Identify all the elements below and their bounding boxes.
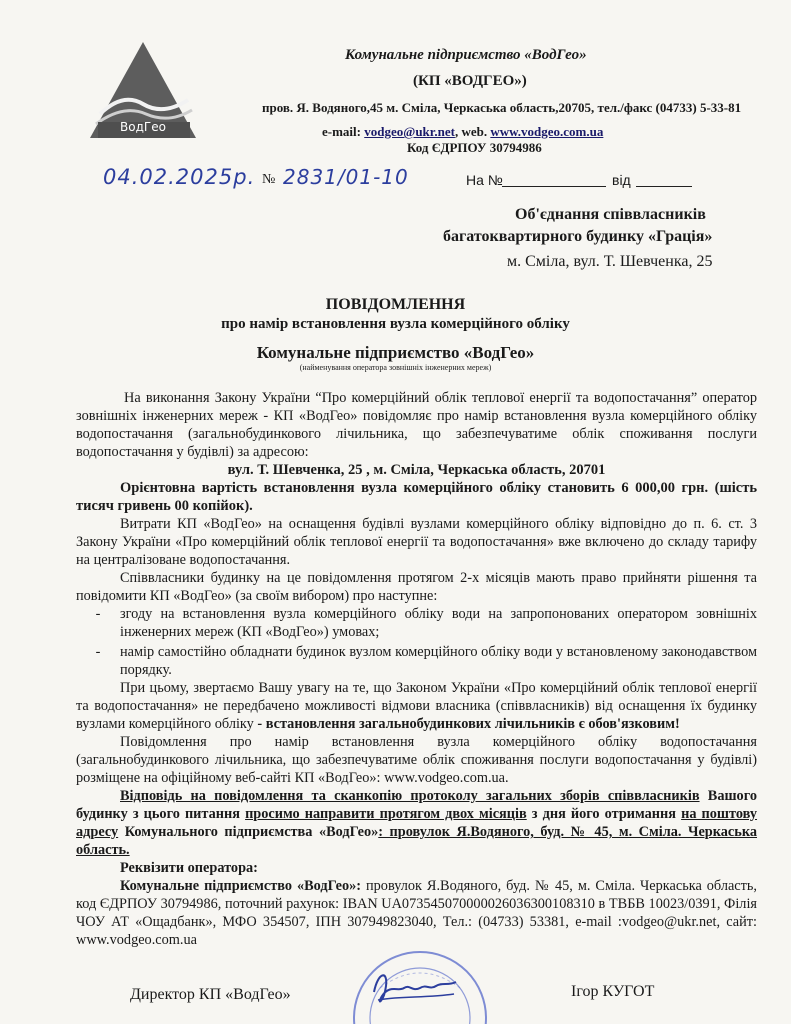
company-edrpou: Код ЄДРПОУ 30794986 bbox=[407, 140, 542, 155]
requisites-details: провулок Я.Водяного, буд. № 45, м. Сміла. Черкаська область, код ЄДРПОУ 30794986, поточний рахунок: IBAN UA073545070000026036300108310 в ТВБВ 10023/0391, Філія ЧОУ АТ «Ощадбанк», МФО 354507, ІПН 307949823040, Тел.: (04733) 53381, e-mail :vodgeo@ukr.net, сайт: www.vodgeo.com.ua bbox=[76, 878, 757, 948]
cost-paragraph: Орієнтовна вартість встановлення вузла комерційного обліку становить 6 000,00 грн. (шість тисяч гривень 00 копійок). bbox=[76, 480, 757, 514]
requisites-title: Реквізити оператора: bbox=[120, 860, 258, 876]
web-label: , web. bbox=[454, 124, 488, 139]
email-label: e-mail: bbox=[322, 124, 361, 139]
object-address: вул. Т. Шевченка, 25 , м. Сміла, Черкаська область, 20701 bbox=[227, 462, 606, 478]
vid-label: від bbox=[612, 172, 631, 188]
paragraph-website: Повідомлення про намір встановлення вузла комерційного обліку водопостачання (загальнобудинкового лічильника, що забезпечуватиме облік споживання послуги водопостачання у будівлі) розміщене на офіційному веб-сайті КП «ВодГео»: www.vodgeo.com.ua. bbox=[76, 734, 757, 786]
company-short-name: (КП «ВОДГЕО») bbox=[413, 73, 527, 89]
operator-caption: (найменування оператора зовнішніх інженерних мереж) bbox=[299, 363, 492, 372]
reply-part-3: просимо направити протягом двох місяців bbox=[245, 806, 527, 822]
outgoing-date: 04.02.2025р. bbox=[103, 165, 256, 189]
company-logo bbox=[88, 40, 198, 140]
recipient-line-1: Об'єднання співвласників bbox=[515, 206, 706, 223]
email-link[interactable]: vodgeo@ukr.net bbox=[364, 124, 455, 139]
bullet-item bbox=[76, 605, 757, 641]
signatory-name: Ігор КУГОТ bbox=[571, 983, 655, 1000]
web-link[interactable]: www.vodgeo.com.ua bbox=[490, 124, 604, 139]
letter-body bbox=[76, 389, 757, 949]
paragraph-owners-right: Співвласники будинку на це повідомлення протягом 2-х місяців мають право прийняти рішення та повідомити КП «ВодГео» (за своїм вибором) про наступне: bbox=[76, 570, 757, 604]
paragraph-costs-included: Витрати КП «ВодГео» на оснащення будівлі вузлами комерційного обліку відповідно до п. 6. ст. 3 Закону України «Про комерційний облік теплової енергії та водопостачання» вже включено до складу тарифу на централізоване водопостачання. bbox=[76, 516, 757, 568]
document-title: ПОВІДОМЛЕННЯ bbox=[325, 296, 466, 313]
signatory-position: Директор КП «ВодГео» bbox=[130, 986, 291, 1003]
paragraph-law-reference: На виконання Закону України “Про комерційний облік теплової енергії та водопостачання” оператор зовнішніх інженерних мереж - КП «ВодГео» повідомляє про намір встановлення вузла комерційного обліку водопостачання (загальнобудинкового лічильника, що забезпечуватиме облік споживання послуги водопостачання у будівлі) за адресою: bbox=[76, 390, 757, 460]
paragraph-reply-request bbox=[76, 787, 757, 859]
mandatory-text: При цьому, звертаємо Вашу увагу на те, що Законом України «Про комерційний облік теплової енергії та водопостачання» не передбачено можливості відмови власника (співвласників) від оснащення їх будинку вузлами комерційного обліку bbox=[76, 680, 757, 732]
bullet-item bbox=[76, 643, 757, 679]
reply-part-6: Комунального підприємства «ВодГео» bbox=[118, 824, 379, 840]
reply-part-1: Відповідь на повідомлення та сканкопію протоколу загальних зборів співвласників bbox=[120, 788, 700, 804]
requisites-name: Комунальне підприємство «ВодГео»: bbox=[120, 878, 362, 894]
logo-text: ВодГео bbox=[120, 120, 166, 134]
reply-part-4: з дня його отримання bbox=[526, 806, 682, 822]
document-subtitle: про намір встановлення вузла комерційного обліку bbox=[221, 316, 570, 332]
na-number-line bbox=[502, 186, 606, 187]
bullet-dash: - bbox=[95, 644, 101, 660]
reply-part-5: на поштову адресу bbox=[76, 806, 758, 840]
company-address: пров. Я. Водяного,45 м. Сміла, Черкаська область,20705, тел./факс (04733) 5-33-81 bbox=[262, 100, 742, 115]
recipient-line-3: м. Сміла, вул. Т. Шевченка, 25 bbox=[507, 253, 713, 270]
vid-line bbox=[636, 186, 692, 187]
outgoing-number: 2831/01-10 bbox=[283, 165, 409, 189]
na-number-label: На № bbox=[466, 172, 503, 188]
bullet-text: згоду на встановлення вузла комерційного обліку води на запропонованих оператором зовнішніх інженерних мереж (КП «ВодГео») умовах; bbox=[120, 606, 757, 640]
requisites-text bbox=[76, 877, 757, 949]
mandatory-emphasis: - встановлення загальнобудинкових лічильників є обов'язковим! bbox=[253, 716, 680, 732]
paragraph-mandatory bbox=[76, 679, 757, 733]
reply-part-7: : провулок Я.Водяного, буд. № 45, м. Сміла. Черкаська область. bbox=[76, 824, 758, 858]
operator-name: Комунальне підприємство «ВодГео» bbox=[256, 343, 535, 362]
bullet-text: намір самостійно обладнати будинок вузлом комерційного обліку води у встановленому законодавством порядку. bbox=[120, 644, 757, 678]
company-name: Комунальне підприємство «ВодГео» bbox=[345, 47, 587, 63]
signature-icon bbox=[368, 962, 463, 1012]
company-contacts bbox=[322, 124, 603, 140]
outgoing-number-label: № bbox=[262, 172, 276, 187]
recipient-line-2: багатоквартирного будинку «Грація» bbox=[443, 228, 713, 245]
reply-part-2: Вашого будинку з цього питання bbox=[76, 788, 757, 822]
bullet-dash: - bbox=[95, 606, 101, 622]
signature-mark bbox=[368, 962, 463, 1017]
